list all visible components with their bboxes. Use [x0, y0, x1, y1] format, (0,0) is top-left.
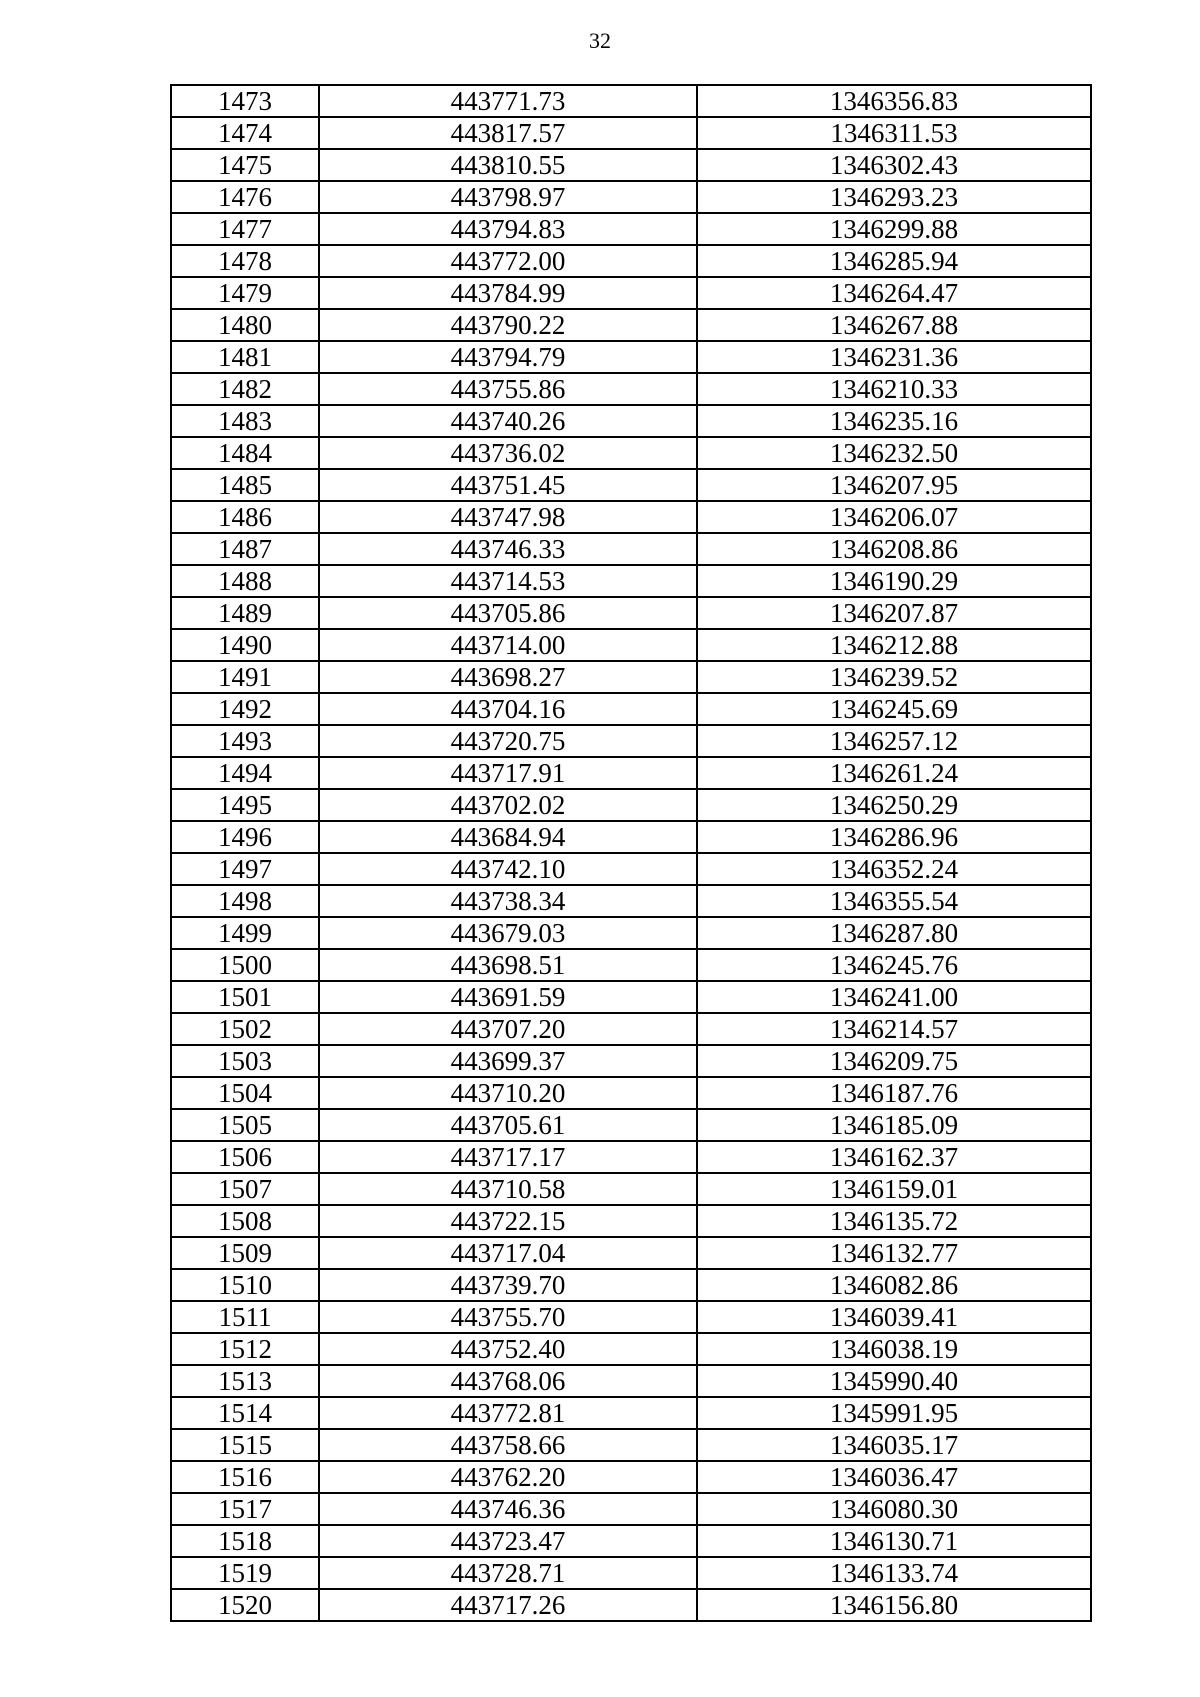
- table-row: [171, 1557, 1091, 1589]
- y-coordinate-cell: 1346080.30: [697, 1493, 1091, 1525]
- point-number-cell: 1510: [171, 1269, 319, 1301]
- point-number-cell: 1489: [171, 597, 319, 629]
- y-coordinate-cell: 1346311.53: [697, 117, 1091, 149]
- y-coordinate-cell: 1346293.23: [697, 181, 1091, 213]
- y-coordinate-cell: 1346038.19: [697, 1333, 1091, 1365]
- y-coordinate-cell: 1346239.52: [697, 661, 1091, 693]
- point-number-cell: 1482: [171, 373, 319, 405]
- table-row: [171, 117, 1091, 149]
- table-row: [171, 1493, 1091, 1525]
- x-coordinate-cell: 443747.98: [319, 501, 697, 533]
- table-row: [171, 693, 1091, 725]
- y-coordinate-cell: 1346212.88: [697, 629, 1091, 661]
- table-row: [171, 661, 1091, 693]
- y-coordinate-cell: 1346187.76: [697, 1077, 1091, 1109]
- x-coordinate-cell: 443728.71: [319, 1557, 697, 1589]
- point-number-cell: 1512: [171, 1333, 319, 1365]
- coordinates-table: [170, 84, 1092, 1622]
- table-row: [171, 213, 1091, 245]
- table-row: [171, 1301, 1091, 1333]
- x-coordinate-cell: 443794.79: [319, 341, 697, 373]
- point-number-cell: 1494: [171, 757, 319, 789]
- point-number-cell: 1504: [171, 1077, 319, 1109]
- point-number-cell: 1492: [171, 693, 319, 725]
- table-row: [171, 405, 1091, 437]
- x-coordinate-cell: 443784.99: [319, 277, 697, 309]
- table-row: [171, 949, 1091, 981]
- point-number-cell: 1502: [171, 1013, 319, 1045]
- y-coordinate-cell: 1346207.95: [697, 469, 1091, 501]
- x-coordinate-cell: 443790.22: [319, 309, 697, 341]
- table-row: [171, 757, 1091, 789]
- y-coordinate-cell: 1346130.71: [697, 1525, 1091, 1557]
- x-coordinate-cell: 443704.16: [319, 693, 697, 725]
- x-coordinate-cell: 443705.86: [319, 597, 697, 629]
- table-row: [171, 1109, 1091, 1141]
- table-row: [171, 277, 1091, 309]
- point-number-cell: 1478: [171, 245, 319, 277]
- point-number-cell: 1479: [171, 277, 319, 309]
- point-number-cell: 1483: [171, 405, 319, 437]
- y-coordinate-cell: 1346352.24: [697, 853, 1091, 885]
- table-row: [171, 469, 1091, 501]
- coordinates-table-body: [171, 85, 1091, 1621]
- point-number-cell: 1515: [171, 1429, 319, 1461]
- point-number-cell: 1499: [171, 917, 319, 949]
- x-coordinate-cell: 443742.10: [319, 853, 697, 885]
- point-number-cell: 1477: [171, 213, 319, 245]
- y-coordinate-cell: 1346210.33: [697, 373, 1091, 405]
- point-number-cell: 1480: [171, 309, 319, 341]
- y-coordinate-cell: 1346082.86: [697, 1269, 1091, 1301]
- point-number-cell: 1481: [171, 341, 319, 373]
- table-row: [171, 341, 1091, 373]
- x-coordinate-cell: 443691.59: [319, 981, 697, 1013]
- x-coordinate-cell: 443755.86: [319, 373, 697, 405]
- x-coordinate-cell: 443714.53: [319, 565, 697, 597]
- x-coordinate-cell: 443723.47: [319, 1525, 697, 1557]
- y-coordinate-cell: 1346264.47: [697, 277, 1091, 309]
- point-number-cell: 1493: [171, 725, 319, 757]
- x-coordinate-cell: 443684.94: [319, 821, 697, 853]
- x-coordinate-cell: 443710.20: [319, 1077, 697, 1109]
- table-row: [171, 245, 1091, 277]
- point-number-cell: 1517: [171, 1493, 319, 1525]
- point-number-cell: 1498: [171, 885, 319, 917]
- table-row: [171, 565, 1091, 597]
- x-coordinate-cell: 443717.17: [319, 1141, 697, 1173]
- table-row: [171, 1365, 1091, 1397]
- y-coordinate-cell: 1346035.17: [697, 1429, 1091, 1461]
- x-coordinate-cell: 443740.26: [319, 405, 697, 437]
- point-number-cell: 1488: [171, 565, 319, 597]
- x-coordinate-cell: 443794.83: [319, 213, 697, 245]
- y-coordinate-cell: 1346356.83: [697, 85, 1091, 117]
- x-coordinate-cell: 443717.26: [319, 1589, 697, 1621]
- y-coordinate-cell: 1346159.01: [697, 1173, 1091, 1205]
- table-row: [171, 821, 1091, 853]
- table-row: [171, 597, 1091, 629]
- x-coordinate-cell: 443698.51: [319, 949, 697, 981]
- x-coordinate-cell: 443810.55: [319, 149, 697, 181]
- point-number-cell: 1503: [171, 1045, 319, 1077]
- point-number-cell: 1486: [171, 501, 319, 533]
- table-row: [171, 981, 1091, 1013]
- y-coordinate-cell: 1345990.40: [697, 1365, 1091, 1397]
- y-coordinate-cell: 1346241.00: [697, 981, 1091, 1013]
- x-coordinate-cell: 443771.73: [319, 85, 697, 117]
- y-coordinate-cell: 1346039.41: [697, 1301, 1091, 1333]
- table-row: [171, 629, 1091, 661]
- y-coordinate-cell: 1346185.09: [697, 1109, 1091, 1141]
- x-coordinate-cell: 443714.00: [319, 629, 697, 661]
- point-number-cell: 1474: [171, 117, 319, 149]
- table-row: [171, 437, 1091, 469]
- x-coordinate-cell: 443768.06: [319, 1365, 697, 1397]
- y-coordinate-cell: 1346190.29: [697, 565, 1091, 597]
- point-number-cell: 1485: [171, 469, 319, 501]
- point-number-cell: 1506: [171, 1141, 319, 1173]
- y-coordinate-cell: 1345991.95: [697, 1397, 1091, 1429]
- table-row: [171, 1045, 1091, 1077]
- table-row: [171, 1173, 1091, 1205]
- y-coordinate-cell: 1346135.72: [697, 1205, 1091, 1237]
- x-coordinate-cell: 443772.00: [319, 245, 697, 277]
- table-row: [171, 149, 1091, 181]
- x-coordinate-cell: 443772.81: [319, 1397, 697, 1429]
- point-number-cell: 1495: [171, 789, 319, 821]
- y-coordinate-cell: 1346206.07: [697, 501, 1091, 533]
- point-number-cell: 1491: [171, 661, 319, 693]
- point-number-cell: 1507: [171, 1173, 319, 1205]
- y-coordinate-cell: 1346287.80: [697, 917, 1091, 949]
- point-number-cell: 1473: [171, 85, 319, 117]
- y-coordinate-cell: 1346208.86: [697, 533, 1091, 565]
- x-coordinate-cell: 443722.15: [319, 1205, 697, 1237]
- page-number: 32: [589, 28, 611, 53]
- table-row: [171, 853, 1091, 885]
- table-row: [171, 85, 1091, 117]
- y-coordinate-cell: 1346261.24: [697, 757, 1091, 789]
- x-coordinate-cell: 443720.75: [319, 725, 697, 757]
- x-coordinate-cell: 443702.02: [319, 789, 697, 821]
- point-number-cell: 1511: [171, 1301, 319, 1333]
- table-row: [171, 1333, 1091, 1365]
- point-number-cell: 1490: [171, 629, 319, 661]
- x-coordinate-cell: 443762.20: [319, 1461, 697, 1493]
- table-row: [171, 501, 1091, 533]
- point-number-cell: 1513: [171, 1365, 319, 1397]
- point-number-cell: 1496: [171, 821, 319, 853]
- table-row: [171, 1141, 1091, 1173]
- y-coordinate-cell: 1346245.69: [697, 693, 1091, 725]
- x-coordinate-cell: 443698.27: [319, 661, 697, 693]
- x-coordinate-cell: 443746.36: [319, 1493, 697, 1525]
- y-coordinate-cell: 1346267.88: [697, 309, 1091, 341]
- y-coordinate-cell: 1346214.57: [697, 1013, 1091, 1045]
- point-number-cell: 1484: [171, 437, 319, 469]
- point-number-cell: 1518: [171, 1525, 319, 1557]
- x-coordinate-cell: 443717.91: [319, 757, 697, 789]
- y-coordinate-cell: 1346235.16: [697, 405, 1091, 437]
- x-coordinate-cell: 443699.37: [319, 1045, 697, 1077]
- x-coordinate-cell: 443707.20: [319, 1013, 697, 1045]
- y-coordinate-cell: 1346133.74: [697, 1557, 1091, 1589]
- point-number-cell: 1505: [171, 1109, 319, 1141]
- x-coordinate-cell: 443705.61: [319, 1109, 697, 1141]
- table-row: [171, 309, 1091, 341]
- point-number-cell: 1475: [171, 149, 319, 181]
- table-row: [171, 1205, 1091, 1237]
- point-number-cell: 1501: [171, 981, 319, 1013]
- point-number-cell: 1509: [171, 1237, 319, 1269]
- x-coordinate-cell: 443717.04: [319, 1237, 697, 1269]
- table-row: [171, 1013, 1091, 1045]
- table-row: [171, 885, 1091, 917]
- x-coordinate-cell: 443752.40: [319, 1333, 697, 1365]
- y-coordinate-cell: 1346286.96: [697, 821, 1091, 853]
- point-number-cell: 1497: [171, 853, 319, 885]
- point-number-cell: 1487: [171, 533, 319, 565]
- x-coordinate-cell: 443710.58: [319, 1173, 697, 1205]
- table-row: [171, 1429, 1091, 1461]
- point-number-cell: 1516: [171, 1461, 319, 1493]
- y-coordinate-cell: 1346355.54: [697, 885, 1091, 917]
- point-number-cell: 1514: [171, 1397, 319, 1429]
- y-coordinate-cell: 1346231.36: [697, 341, 1091, 373]
- point-number-cell: 1520: [171, 1589, 319, 1621]
- y-coordinate-cell: 1346302.43: [697, 149, 1091, 181]
- table-row: [171, 373, 1091, 405]
- x-coordinate-cell: 443755.70: [319, 1301, 697, 1333]
- x-coordinate-cell: 443738.34: [319, 885, 697, 917]
- table-row: [171, 1077, 1091, 1109]
- table-row: [171, 1589, 1091, 1621]
- x-coordinate-cell: 443746.33: [319, 533, 697, 565]
- table-row: [171, 1461, 1091, 1493]
- y-coordinate-cell: 1346162.37: [697, 1141, 1091, 1173]
- y-coordinate-cell: 1346257.12: [697, 725, 1091, 757]
- y-coordinate-cell: 1346232.50: [697, 437, 1091, 469]
- point-number-cell: 1508: [171, 1205, 319, 1237]
- table-row: [171, 1269, 1091, 1301]
- point-number-cell: 1500: [171, 949, 319, 981]
- x-coordinate-cell: 443751.45: [319, 469, 697, 501]
- y-coordinate-cell: 1346132.77: [697, 1237, 1091, 1269]
- y-coordinate-cell: 1346299.88: [697, 213, 1091, 245]
- y-coordinate-cell: 1346036.47: [697, 1461, 1091, 1493]
- x-coordinate-cell: 443739.70: [319, 1269, 697, 1301]
- x-coordinate-cell: 443798.97: [319, 181, 697, 213]
- y-coordinate-cell: 1346285.94: [697, 245, 1091, 277]
- table-row: [171, 917, 1091, 949]
- y-coordinate-cell: 1346156.80: [697, 1589, 1091, 1621]
- y-coordinate-cell: 1346207.87: [697, 597, 1091, 629]
- point-number-cell: 1519: [171, 1557, 319, 1589]
- point-number-cell: 1476: [171, 181, 319, 213]
- x-coordinate-cell: 443679.03: [319, 917, 697, 949]
- x-coordinate-cell: 443736.02: [319, 437, 697, 469]
- x-coordinate-cell: 443758.66: [319, 1429, 697, 1461]
- y-coordinate-cell: 1346209.75: [697, 1045, 1091, 1077]
- table-row: [171, 1237, 1091, 1269]
- table-row: [171, 725, 1091, 757]
- table-row: [171, 1397, 1091, 1429]
- table-row: [171, 789, 1091, 821]
- y-coordinate-cell: 1346245.76: [697, 949, 1091, 981]
- table-row: [171, 1525, 1091, 1557]
- table-row: [171, 533, 1091, 565]
- x-coordinate-cell: 443817.57: [319, 117, 697, 149]
- y-coordinate-cell: 1346250.29: [697, 789, 1091, 821]
- table-row: [171, 181, 1091, 213]
